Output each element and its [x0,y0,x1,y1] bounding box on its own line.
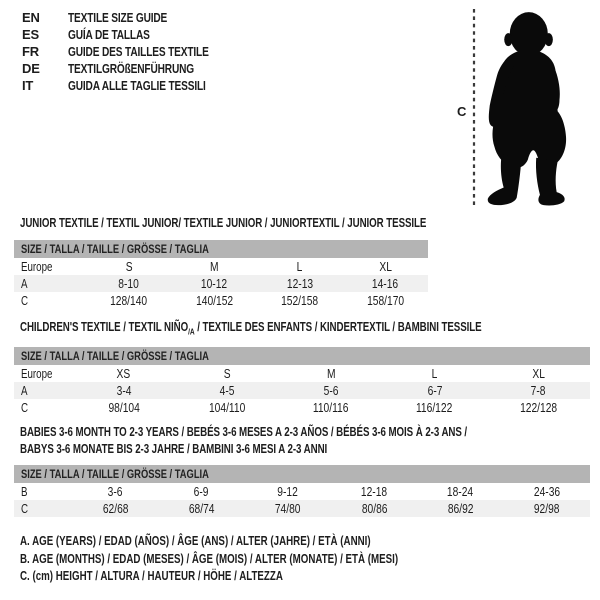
row-label: A [21,383,28,398]
language-row [22,26,248,43]
size-cell: 10-12 [201,276,228,291]
language-row [22,9,248,26]
size-cell: 158/170 [366,293,404,308]
baby-head [510,12,548,56]
size-cell: 86/92 [447,501,474,516]
table-row [14,258,428,275]
baby-silhouette [486,5,579,210]
size-header-bar: SIZE / TALLA / TAILLE / GRÖSSE / TAGLIA [14,240,428,258]
baby-leg-left [488,154,522,205]
size-cell: 9-12 [277,484,299,499]
babies-section-title: BABIES 3-6 MONTH TO 2-3 YEARS / BEBÉS 3-6 MESES A 2-3 AÑOS / BÉBÉS 3-6 MOIS À 2-3 ANS / BABYS 3-6 MONATE BIS 2-3 JAHRE / BAMBINI 3-6 MESI A 2-3 ANNI [20,425,468,456]
size-cell: XL [378,259,392,274]
row-label: B [21,484,28,499]
row-label: C [21,501,29,516]
footnote-b: B. AGE (MONTHS) / EDAD (MESES) / ÂGE (MOIS) / ALTER (MONATE) / ETÀ (MESI) [20,551,399,566]
legend-footnotes [20,534,505,587]
size-cell: 4-5 [219,383,235,398]
size-cell: 92/98 [533,501,560,516]
junior-section-title: JUNIOR TEXTILE / TEXTIL JUNIOR/ TEXTILE JUNIOR / JUNIORTEXTIL / JUNIOR TESSILE [20,216,427,230]
size-cell: 128/140 [110,293,148,308]
size-cell: 122/128 [519,400,557,415]
table-row [14,292,428,309]
size-cell: S [223,366,231,381]
size-cell: 116/122 [416,400,453,415]
language-title: TEXTILE SIZE GUIDE [68,10,168,25]
size-cell: XL [531,366,545,381]
size-cell: 140/152 [195,293,233,308]
size-cell: XS [116,366,131,381]
row-label: C [21,293,29,308]
row-label: A [21,276,28,291]
size-cell: 12-18 [361,484,388,499]
size-cell: 3-6 [107,484,123,499]
size-cell: 68/74 [188,501,215,516]
footnote-a: A. AGE (YEARS) / EDAD (AÑOS) / ÂGE (ANS) / ALTER (JAHRE) / ETÀ (ANNI) [20,534,371,548]
size-header-bar: SIZE / TALLA / TAILLE / GRÖSSE / TAGLIA [14,347,590,365]
table-row [14,365,590,382]
size-cell: M [326,366,336,381]
language-title-list [22,9,248,94]
size-cell: 6-7 [427,383,442,398]
footnote-c: C. (cm) HEIGHT / ALTURA / HAUTEUR / HÖHE / ALTEZZA [20,569,283,583]
size-cell: S [125,259,133,274]
height-measure-label: C [457,104,467,119]
size-cell: 7-8 [530,383,546,398]
language-code: ES [22,27,39,42]
junior-size-table [14,240,428,309]
language-row [22,77,248,94]
language-row [22,43,248,60]
size-cell: 80/86 [361,501,387,516]
language-title: TEXTILGRÖßENFÜHRUNG [68,61,195,76]
size-cell: 12-13 [286,276,313,291]
language-row [22,60,248,77]
size-cell: 14-16 [372,276,399,291]
language-title: GUÍA DE TALLAS [68,27,150,42]
babies-size-table [14,465,590,517]
row-label: C [21,400,29,415]
size-cell: L [296,259,303,274]
size-cell: 62/68 [102,501,128,516]
baby-leg-right [536,158,565,206]
size-cell: 18-24 [447,484,474,499]
language-title: GUIDE DES TAILLES TEXTILE [68,44,209,59]
row-label: Europe [21,259,53,274]
table-row [14,275,428,292]
size-cell: 3-4 [116,383,132,398]
size-cell: 104/110 [209,400,246,415]
language-code: IT [22,78,34,93]
size-cell: 24-36 [533,484,560,499]
size-cell: L [431,366,438,381]
language-code: DE [22,61,40,76]
children-section-title: CHILDREN'S TEXTILE / TEXTIL $NIÑO_{/A}$ / TEXTILE DES ENFANTS / KINDERTEXTIL / BAMBINI TESSILE [20,320,482,337]
table-row [14,483,590,500]
size-header-bar: SIZE / TALLA / TAILLE / GRÖSSE / TAGLIA [14,465,590,483]
baby-ear-right [545,33,553,46]
language-code: EN [22,10,40,25]
size-cell: M [209,259,219,274]
size-cell: 74/80 [274,501,301,516]
size-cell: 152/158 [281,293,319,308]
size-cell: 8-10 [118,276,140,291]
language-code: FR [22,44,39,59]
size-cell: 110/116 [313,400,349,415]
size-cell: 6-9 [194,484,209,499]
table-row [14,399,590,416]
table-row [14,500,590,517]
language-title: GUIDA ALLE TAGLIE TESSILI [68,78,206,93]
children-size-table [14,347,590,416]
size-cell: 5-6 [323,383,339,398]
table-row [14,382,590,399]
height-measure-dashed-line [472,9,476,208]
row-label: Europe [21,366,53,381]
size-cell: 98/104 [108,400,140,415]
baby-ear-left [504,33,512,46]
